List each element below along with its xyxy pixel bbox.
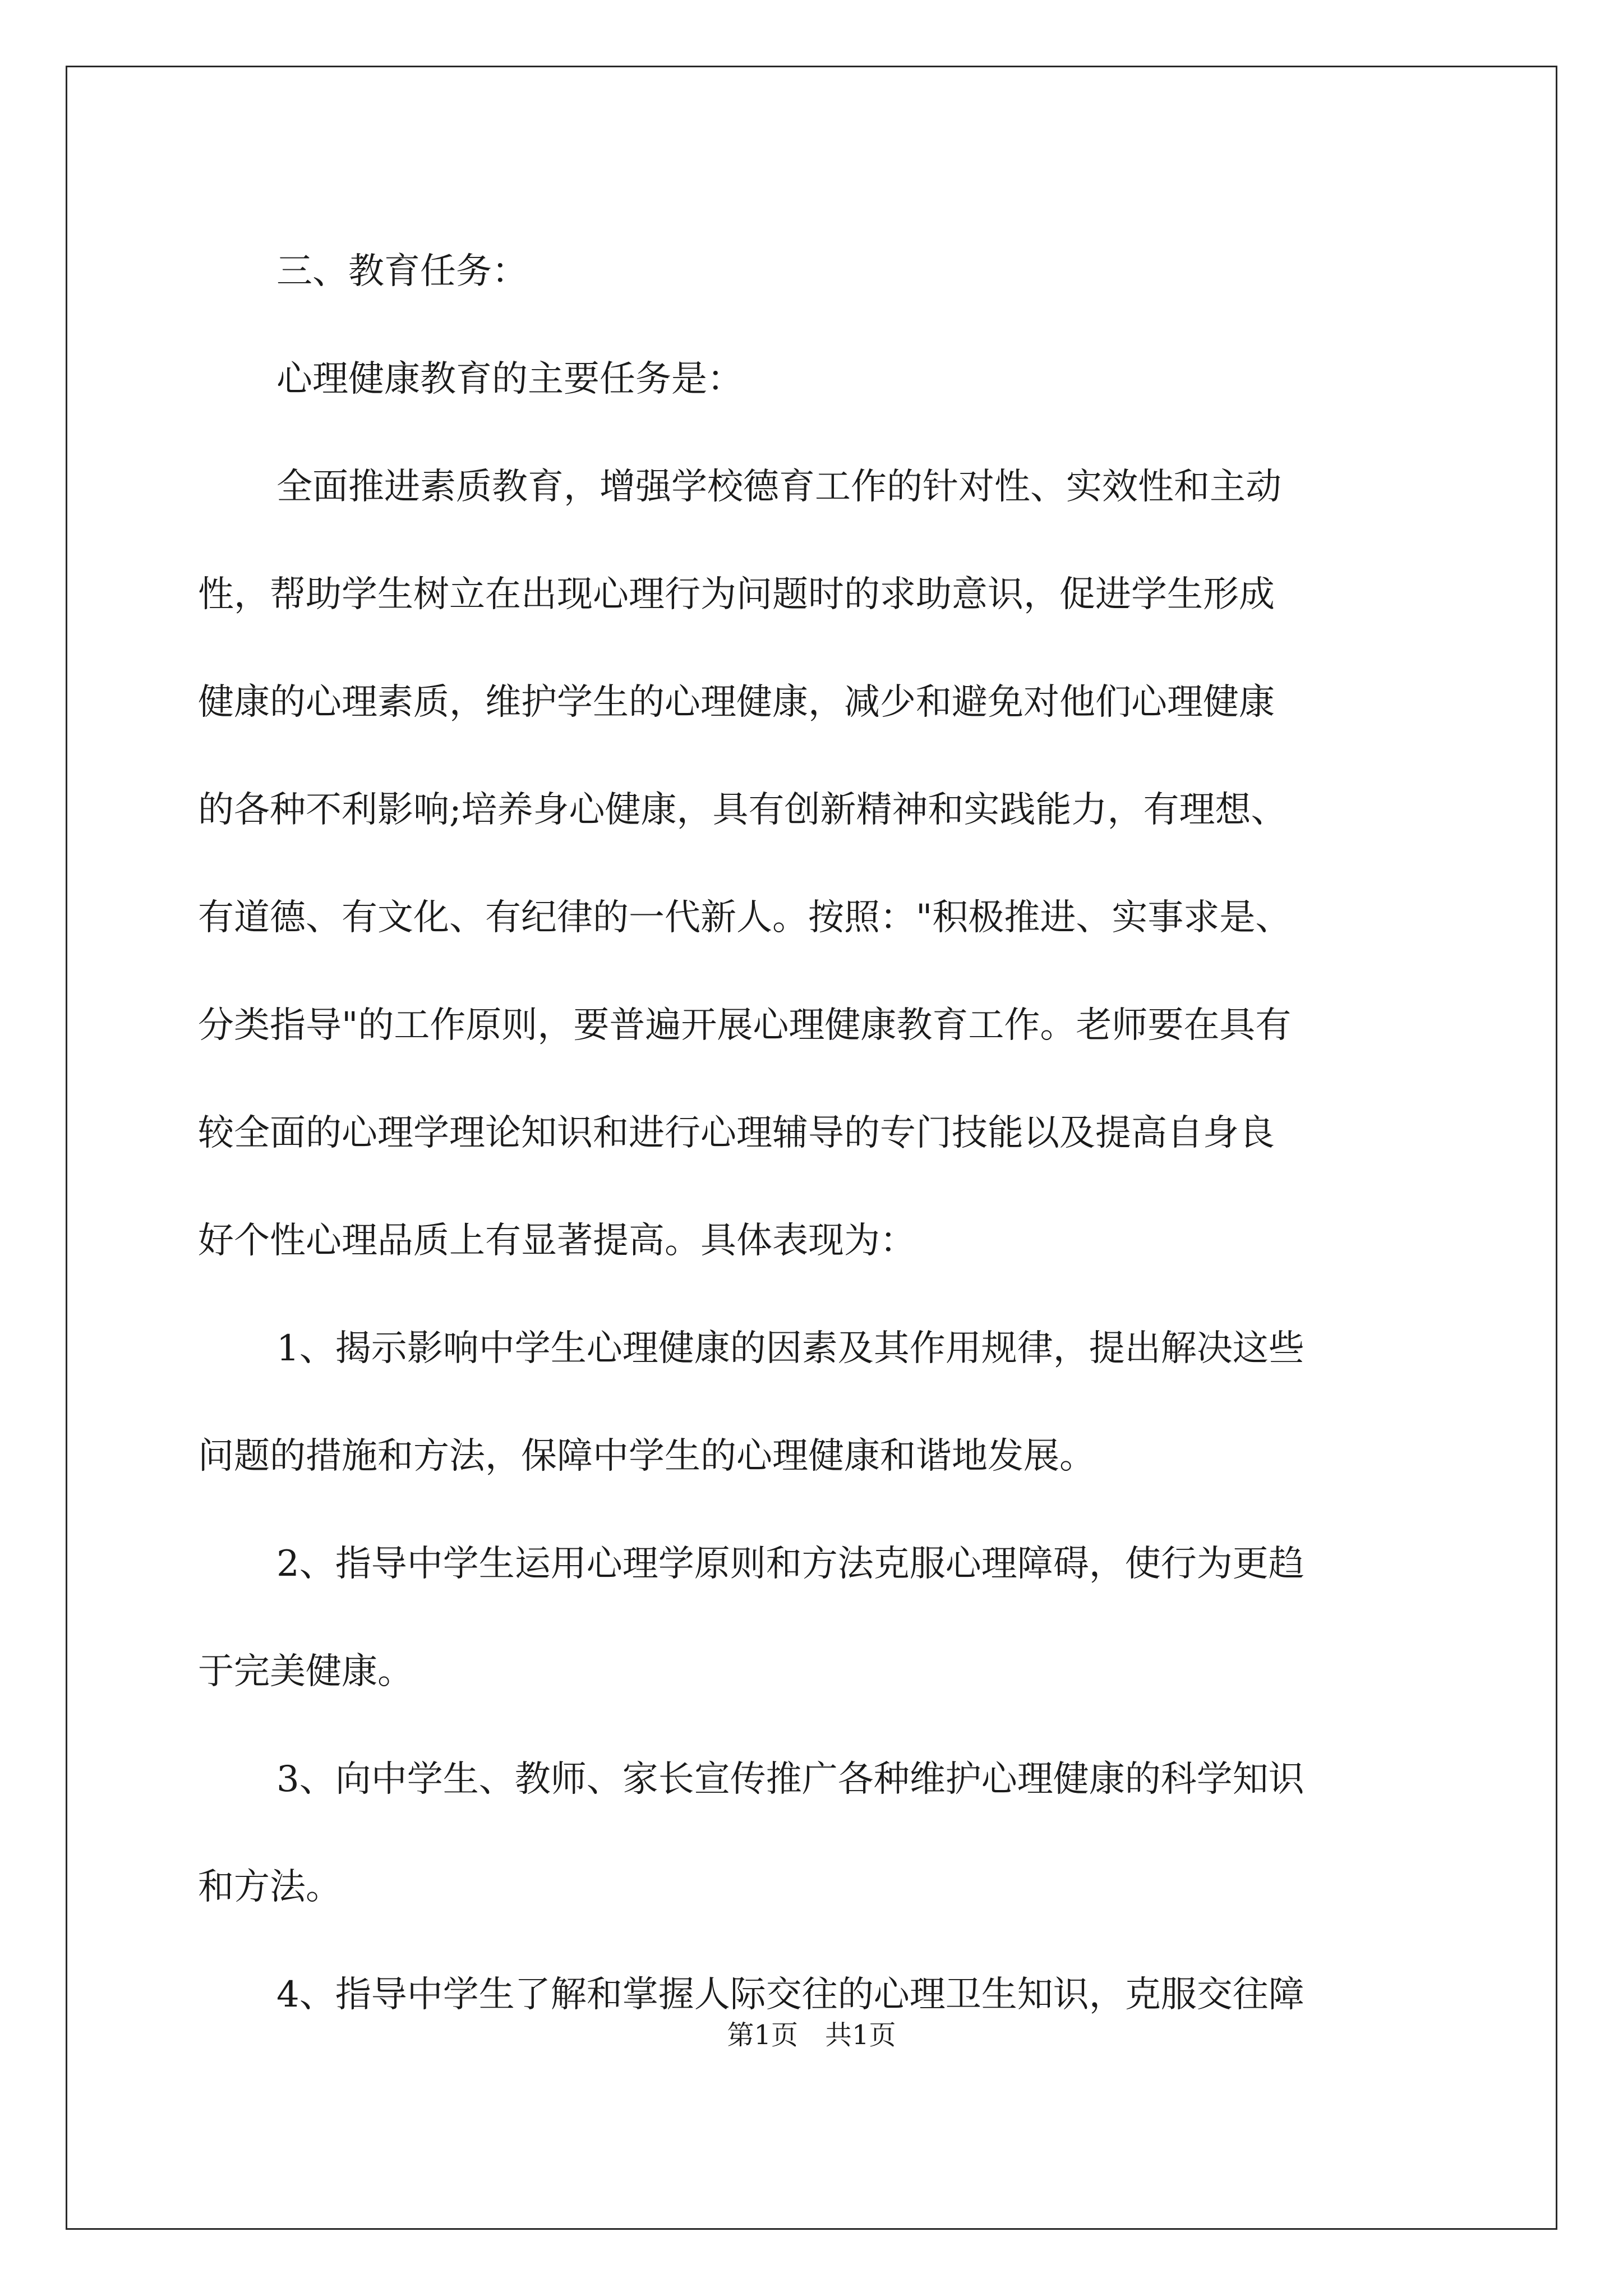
list-item-line: 于完美健康。 xyxy=(198,1651,413,1692)
paragraph-line: 心理健康教育的主要任务是： xyxy=(276,358,743,400)
page-number-current: 第1页 xyxy=(727,2019,798,2051)
page-number-total: 共1页 xyxy=(825,2019,896,2051)
list-item-line: 2、指导中学生运用心理学原则和方法克服心理障碍，使行为更趋 xyxy=(276,1543,1304,1585)
document-body xyxy=(198,218,1432,2049)
paragraph-line: 分类指导"的工作原则，要普遍开展心理健康教育工作。老师要在具有 xyxy=(198,1005,1292,1046)
section-heading: 三、教育任务： xyxy=(276,251,528,292)
list-item-line: 1、揭示影响中学生心理健康的因素及其作用规律，提出解决这些 xyxy=(276,1328,1304,1369)
list-item-line: 和方法。 xyxy=(198,1866,342,1908)
paragraph-line: 性，帮助学生树立在出现心理行为问题时的求助意识，促进学生形成 xyxy=(198,574,1275,615)
list-item-line: 问题的措施和方法，保障中学生的心理健康和谐地发展。 xyxy=(198,1435,1095,1477)
paragraph-line: 全面推进素质教育，增强学校德育工作的针对性、实效性和主动 xyxy=(276,466,1281,508)
list-item-line: 3、向中学生、教师、家长宣传推广各种维护心理健康的科学知识 xyxy=(276,1759,1304,1800)
paragraph-line: 好个性心理品质上有显著提高。具体表现为： xyxy=(198,1220,916,1262)
paragraph-line: 的各种不利影响;培养身心健康，具有创新精神和实践能力，有理想、 xyxy=(198,789,1287,831)
page-footer xyxy=(0,2018,1623,2052)
paragraph-line: 健康的心理素质，维护学生的心理健康，减少和避免对他们心理健康 xyxy=(198,682,1275,723)
list-item-line: 4、指导中学生了解和掌握人际交往的心理卫生知识，克服交往障 xyxy=(276,1974,1304,2016)
paragraph-line: 较全面的心理学理论知识和进行心理辅导的专门技能以及提高自身良 xyxy=(198,1112,1275,1154)
paragraph-line: 有道德、有文化、有纪律的一代新人。按照："积极推进、实事求是、 xyxy=(198,897,1292,938)
